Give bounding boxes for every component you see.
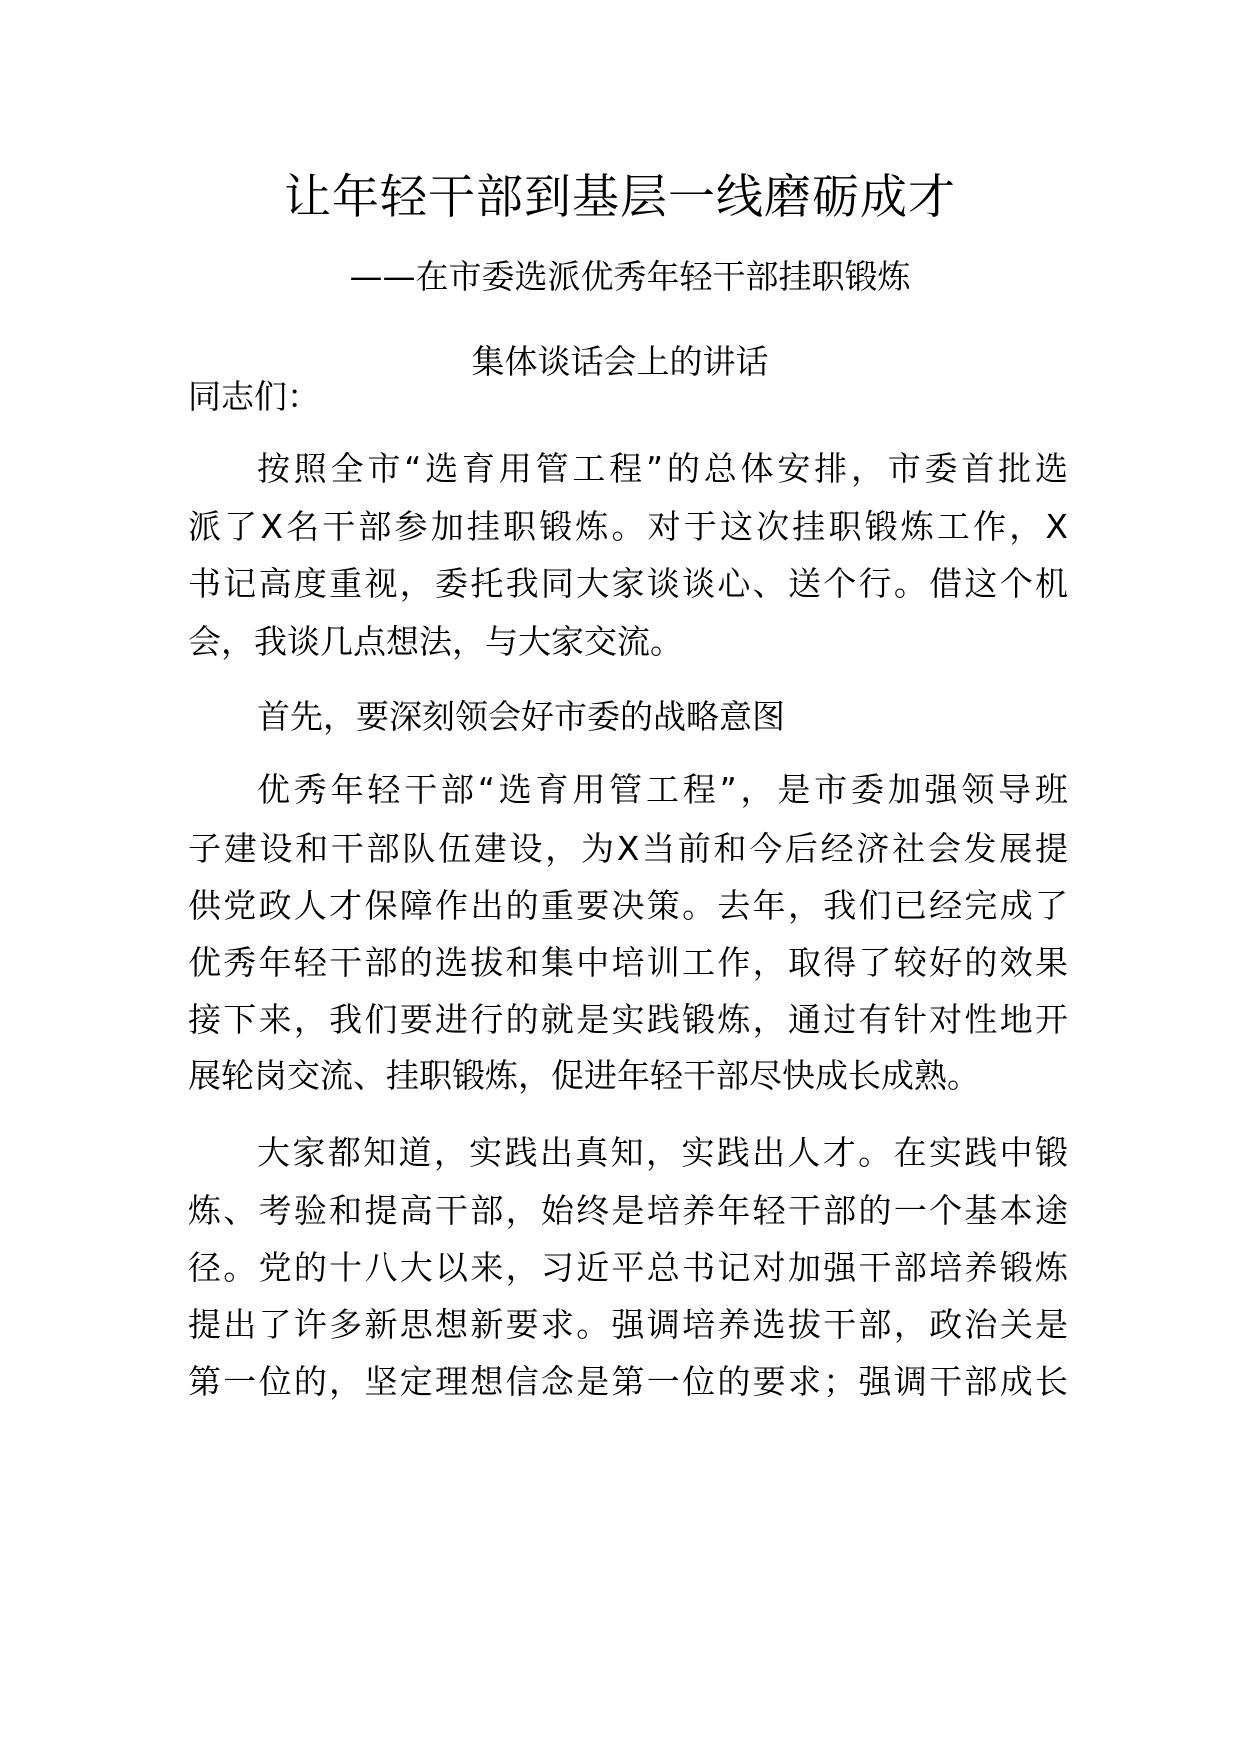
paragraph-1-line-1: 按照全市“选育用管工程”的总体安排，市委首批选 (257, 449, 1068, 488)
paragraph-1-line-3: 书记高度重视，委托我同大家谈谈心、送个行。借这个机 (188, 564, 1068, 603)
paragraph-1-line-4: 会，我谈几点想法，与大家交流。 (188, 622, 683, 661)
paragraph-3-line-5: 接下来，我们要进行的就是实践锻炼，通过有针对性地开 (188, 1000, 1068, 1039)
paragraph-4-line-1: 大家都知道，实践出真知，实践出人才。在实践中锻 (257, 1133, 1068, 1172)
paragraph-3-line-2: 子建设和干部队伍建设，为X当前和今后经济社会发展提 (188, 829, 1068, 868)
paragraph-4-line-2: 炼、考验和提高干部，始终是培养年轻干部的一个基本途 (188, 1191, 1068, 1230)
paragraph-1-line-2: 派了X名干部参加挂职锻炼。对于这次挂职锻炼工作，X (188, 507, 1068, 546)
paragraph-4-line-5: 第一位的，坚定理想信念是第一位的要求；强调干部成长 (188, 1362, 1068, 1401)
salutation: 同志们： (188, 377, 320, 416)
document-title: 让年轻干部到基层一线磨砺成才 (284, 170, 956, 225)
paragraph-3-line-4: 优秀年轻干部的选拔和集中培训工作，取得了较好的效果 (188, 943, 1068, 982)
paragraph-4-line-4: 提出了许多新思想新要求。强调培养选拔干部，政治关是 (188, 1305, 1068, 1344)
paragraph-3-line-6: 展轮岗交流、挂职锻炼，促进年轻干部尽快成长成熟。 (188, 1056, 980, 1095)
paragraph-3-line-1: 优秀年轻干部“选育用管工程”，是市委加强领导班 (257, 770, 1068, 809)
subtitle-line-2: 集体谈话会上的讲话 (471, 342, 769, 381)
paragraph-3-line-3: 供党政人才保障作出的重要决策。去年，我们已经完成了 (188, 886, 1068, 925)
section-heading-1: 首先，要深刻领会好市委的战略意图 (257, 697, 785, 736)
subtitle-line-1: ——在市委选派优秀年轻干部挂职锻炼 (349, 257, 911, 296)
paragraph-4-line-3: 径。党的十八大以来，习近平总书记对加强干部培养锻炼 (188, 1248, 1068, 1287)
